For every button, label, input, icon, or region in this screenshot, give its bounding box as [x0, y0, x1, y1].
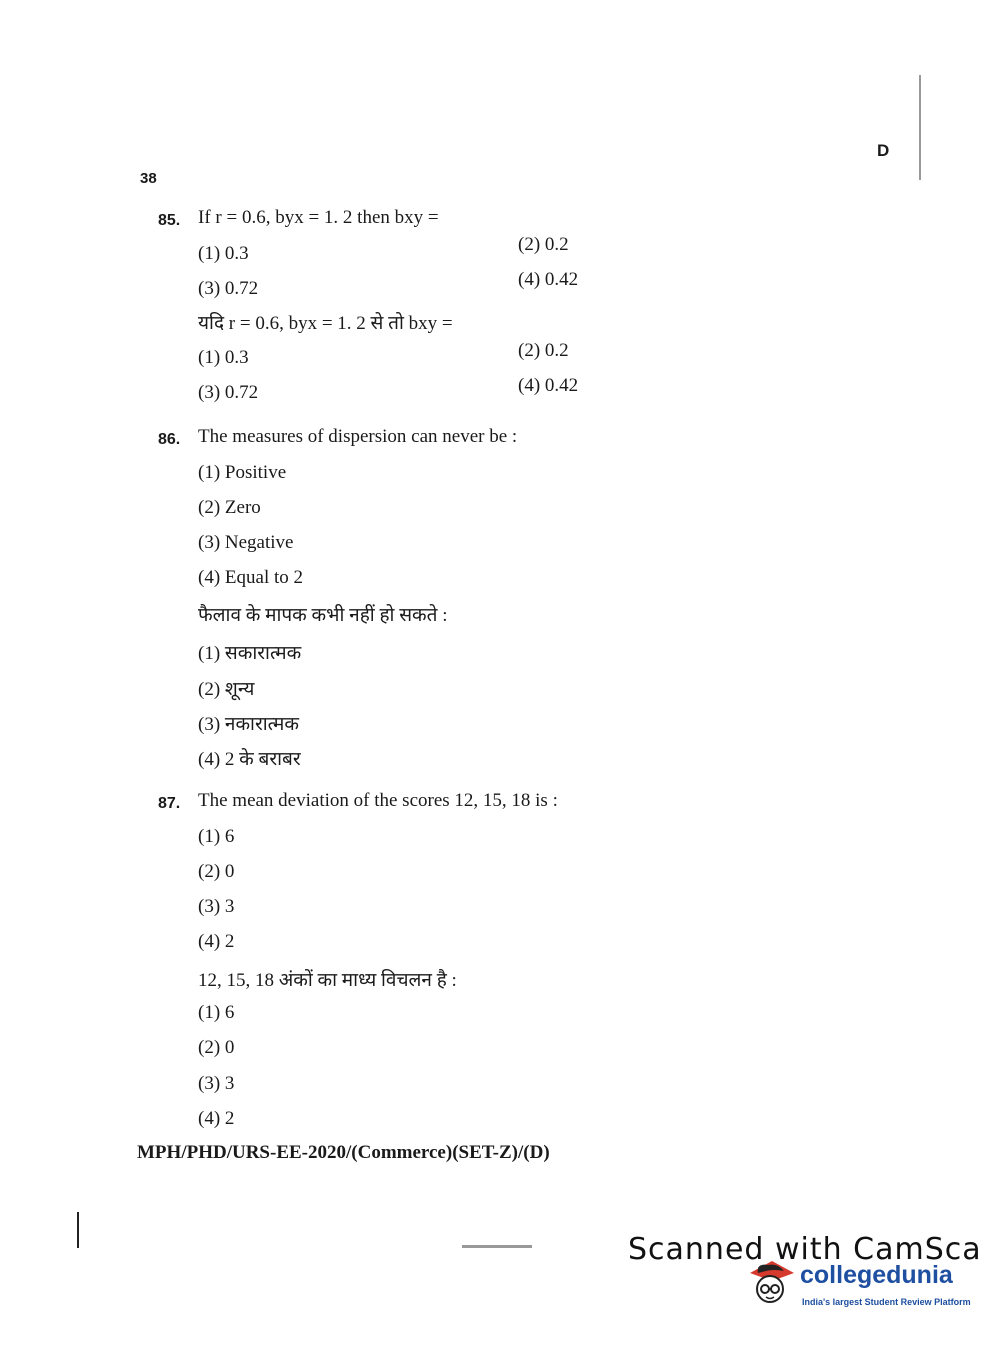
- option: (3) नकारात्मक: [198, 714, 299, 735]
- brand-tagline: India's largest Student Review Platform: [802, 1297, 971, 1307]
- page-number: 38: [140, 170, 157, 187]
- question-number: 86.: [158, 431, 181, 448]
- option: (4) 2: [198, 931, 235, 952]
- option: (4) 0.42: [518, 375, 579, 396]
- option: (2) 0: [198, 861, 235, 882]
- scanner-watermark: Scanned with CamSca: [628, 1232, 982, 1260]
- option: (1) 0.3: [198, 243, 249, 264]
- option: (1) 6: [198, 1002, 235, 1023]
- set-letter: D: [877, 141, 890, 160]
- option: (3) Negative: [198, 532, 294, 553]
- scan-edge-mark: [77, 1212, 79, 1248]
- option: (1) 6: [198, 826, 235, 847]
- option: (1) 0.3: [198, 347, 249, 368]
- question-stem-hi: फैलाव के मापक कभी नहीं हो सकते :: [198, 605, 448, 626]
- option: (3) 3: [198, 1073, 235, 1094]
- option: (3) 0.72: [198, 278, 259, 299]
- option: (4) 2: [198, 1108, 235, 1129]
- question-stem-en: The measures of dispersion can never be :: [198, 426, 518, 447]
- question-number: 85.: [158, 212, 181, 229]
- option: (1) Positive: [198, 462, 287, 483]
- option: (3) 3: [198, 896, 235, 917]
- option: (2) शून्य: [198, 679, 255, 700]
- option: (1) सकारात्मक: [198, 643, 302, 664]
- mascot-icon: [744, 1255, 800, 1311]
- scan-edge-line: [919, 75, 921, 180]
- brand-name: collegedunia: [800, 1261, 953, 1289]
- question-stem-hi: यदि r = 0.6, byx = 1. 2 से तो bxy =: [198, 313, 453, 334]
- option: (2) 0: [198, 1037, 235, 1058]
- option: (4) 2 के बराबर: [198, 749, 301, 770]
- question-stem-en: The mean deviation of the scores 12, 15, 18 is :: [198, 790, 558, 811]
- option: (4) 0.42: [518, 269, 579, 290]
- option: (2) 0.2: [518, 234, 569, 255]
- option: (4) Equal to 2: [198, 567, 304, 588]
- exam-code-footer: MPH/PHD/URS-EE-2020/(Commerce)(SET-Z)/(D): [137, 1142, 550, 1163]
- option: (2) Zero: [198, 497, 261, 518]
- question-stem-en: If r = 0.6, byx = 1. 2 then bxy =: [198, 207, 439, 228]
- scan-smudge: [462, 1245, 532, 1248]
- collegedunia-logo: [742, 1255, 972, 1321]
- option: (2) 0.2: [518, 340, 569, 361]
- question-number: 87.: [158, 795, 181, 812]
- question-stem-hi: 12, 15, 18 अंकों का माध्य विचलन है :: [198, 970, 457, 991]
- option: (3) 0.72: [198, 382, 259, 403]
